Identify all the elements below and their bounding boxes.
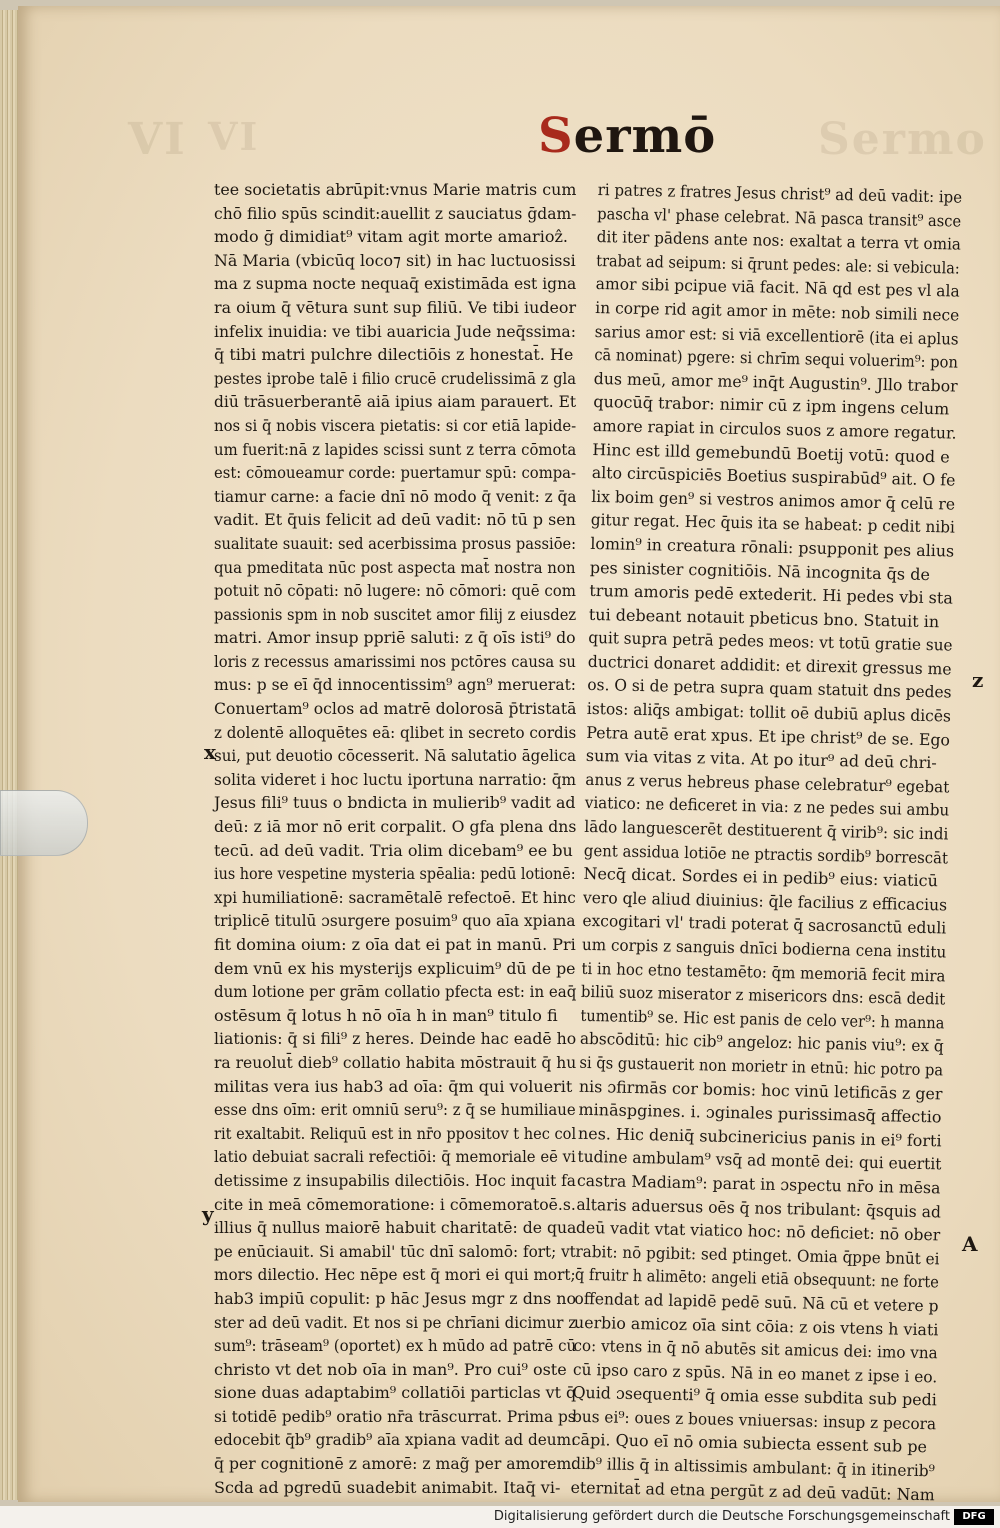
signature-mark-z: z bbox=[972, 668, 984, 692]
text-line: Nā Maria (vbicūq loco⁊ sit) in hac luctuosissi bbox=[214, 250, 576, 270]
text-line: tui debeant notauit pbeticus bno. Statuit in bbox=[588, 604, 940, 631]
text-line: mus: p se eī q̄d innocentissim⁹ agn⁹ meruerat: bbox=[214, 675, 577, 695]
text-line: edocebit q̄b⁹ gradib⁹ aīa xpiana vadit ad deum: bbox=[214, 1430, 577, 1450]
text-line: si totidē pedib⁹ oratio nr̄a trāscurrat. Prima ps bbox=[214, 1406, 576, 1426]
running-head-initial: S bbox=[538, 108, 574, 164]
text-line: dum lotione per grām collatio pfecta est: in eaq̄ bbox=[214, 982, 577, 1002]
text-line: amor sibi pcipue viā facit. Nā qd est pes vl ala bbox=[595, 274, 960, 301]
text-line: solita videret i hoc luctu iportuna narratio: q̄m bbox=[214, 769, 577, 789]
text-line: diū trāsuerberantē aiā ipius aiam parauert. Et bbox=[214, 392, 577, 412]
text-line: sarius amor est: si viā excellentiorē (ita ei aplus bbox=[594, 321, 959, 349]
text-line: tiamur carne: a facie dnī nō modo q̄ venit: z q̄a bbox=[214, 486, 577, 506]
text-line: dit iter pādens ante nos: exaltat a terra vt omia bbox=[596, 227, 962, 254]
text-line: Jesus fili⁹ tuus o bndicta in mulierib⁹ vadit ad bbox=[214, 793, 576, 813]
text-line: Scda ad pgredū suadebit animabit. Itaq̄ vi- bbox=[214, 1477, 561, 1497]
text-line: chō filio spūs scindit:auellit z sauciatus ḡdam- bbox=[214, 203, 577, 223]
text-line: loris z recessus amarissimi nos pctōres causa su bbox=[214, 651, 576, 671]
text-line: co: vtens in q̄ nō abutēs sit amicus dei: imo vna bbox=[573, 1335, 938, 1363]
text-line: abscōditū: hic cib⁹ angeloz: hic panis viu⁹: ex q̄ bbox=[579, 1029, 944, 1056]
text-line: viatico: ne deficeret in via: z ne pedes sui ambu bbox=[584, 793, 950, 820]
text-line: ostēsum q̄ lotus h nō oīa h in man⁹ titulo fi bbox=[214, 1005, 558, 1025]
text-line: pes sinister cognitiōis. Nā incognita q̄s de bbox=[589, 557, 931, 584]
bleed-through-text-2: VI bbox=[208, 114, 260, 159]
text-line: altaris aduersus oēs q̄ nos tribulant: q̄squis ad bbox=[576, 1194, 942, 1221]
text-line: passionis spm in nob suscitet amor filij z eiusdez bbox=[214, 604, 577, 624]
text-line: nes. Hic deniq̄ subcinericius panis in ei⁹ forti bbox=[577, 1123, 942, 1151]
text-line: ra oium q̄ vētura sunt sup filiū. Ve tibi iudeor bbox=[214, 297, 577, 317]
text-line: ma z supma nocte nequaq̄ existimāda est igna bbox=[214, 274, 577, 294]
text-line: trabat ad seipum: si q̄runt pedes: ale: si vebicula: bbox=[596, 250, 960, 278]
text-line: anus z verus hebreus phase celebratur⁹ egebat bbox=[585, 769, 950, 797]
bleed-through-text-3: Sermo bbox=[818, 114, 987, 165]
text-line: biliū suoz miserator z misericors dns: escā dedit bbox=[580, 982, 946, 1009]
text-line: istos: aliq̄s ambigat: tollit oē dubiū aplus dicēs bbox=[586, 698, 952, 726]
signature-mark-y: y bbox=[202, 1202, 214, 1226]
text-line: eternitat̄ ad etna pergūt z ad deū vadūt: Nam bbox=[570, 1477, 935, 1504]
text-line: vero qle aliud diuinius: q̄le facilius z efficacius bbox=[582, 887, 948, 915]
text-line: mināspgines. i. ɔginales purissimasq̄ affectio bbox=[578, 1099, 942, 1127]
text-line: castra Madiam⁹: parat in ɔspectu nr̄o in mēsa bbox=[576, 1170, 941, 1198]
text-line: trum amoris pedē extederit. Hi pedes vbi sta bbox=[589, 581, 954, 608]
text-line: alto circūspiciēs Boetius suspirabūd⁹ ait. O fe bbox=[591, 463, 956, 490]
page-clip bbox=[0, 790, 88, 856]
text-line: dib⁹ illis q̄ in altissimis ambulant: q̄ in itinerib⁹ bbox=[570, 1453, 936, 1481]
text-line: quocūq̄ trabor: nimir cū z ipm ingens celum bbox=[593, 392, 950, 419]
text-line: Quid ɔsequenti⁹ q̄ omia esse subdita sub pedi bbox=[572, 1383, 937, 1410]
text-line: fit domina oium: z oīa dat ei pat in manū. Pri bbox=[214, 935, 576, 954]
dfg-logo: DFG bbox=[954, 1509, 994, 1525]
right-text-column bbox=[570, 178, 962, 1507]
text-line: cā nominat) pgere: si chrīm sequi voluerim⁹: pon bbox=[594, 345, 959, 372]
text-line: Necq̄ dicat. Sordes ei in pedib⁹ eius: viaticū bbox=[583, 864, 939, 891]
text-line: gitur regat. Hec q̄uis ita se habeat: p cedit nibi bbox=[590, 510, 956, 537]
text-line: triplicē titulū ɔsurgere posuim⁹ quo aīa xpiana bbox=[214, 911, 576, 931]
left-text-column bbox=[214, 178, 576, 1499]
signature-mark-a: A bbox=[962, 1232, 978, 1256]
text-line: cū ipso caro z spūs. Nā in eo manet z ipse i eo. bbox=[572, 1359, 938, 1387]
text-line: ductrici donaret addidit: et direxit gressus me bbox=[587, 651, 952, 679]
text-line: pestes iprobe talē i filio crucē crudelissimā z gla bbox=[214, 368, 577, 388]
text-line: xpi humiliationē: sacramētalē refectoē. Et hinc bbox=[214, 887, 576, 907]
running-head bbox=[538, 108, 716, 164]
text-line: latio debuiat sacrali refectiōi: q̄ memoriale eē vi bbox=[214, 1147, 576, 1167]
running-head-rest: ermō bbox=[573, 108, 717, 164]
text-line: si q̄s gustauerit non morietr in etnū: hic potro pa bbox=[579, 1052, 944, 1080]
text-line: dem vnū ex his mysterijs explicuim⁹ dū de pe bbox=[214, 958, 576, 978]
text-line: quit supra petrā pedes meos: vt totū gratie sue bbox=[588, 628, 953, 655]
text-line: lomin⁹ in creatura rōnali: psupponit pes alius bbox=[590, 533, 955, 561]
text-line: potuit nō cōpati: nō lugere: nō cōmori: quē com bbox=[214, 581, 576, 601]
text-line: deū vadit vtat viatico hoc: nō deficiet: nō ober bbox=[575, 1217, 941, 1245]
text-line: mors dilectio. Hec nēpe est q̄ mori ei qui mort; bbox=[214, 1265, 576, 1285]
funding-credit: Digitalisierung gefördert durch die Deutsche Forschungsgemeinschaft bbox=[493, 1509, 950, 1524]
text-line: sum⁹: trāseam⁹ (oportet) ex h mūdo ad patrē cū bbox=[214, 1336, 577, 1356]
text-line: um fuerit:nā z lapides scissi sunt z terra cōmota bbox=[214, 439, 577, 459]
text-line: bus ei⁹: oues z boues vniuersas: insup z pecora bbox=[571, 1406, 937, 1434]
text-line: lādo languescerēt destituerent q̄ virib⁹: sic indi bbox=[584, 816, 949, 844]
text-line: ti in hoc etno testamēto: q̄m memoriā fecit mira bbox=[581, 958, 946, 986]
text-line: qua pmeditata nūc post aspecta mat̄ nostra non bbox=[214, 557, 576, 577]
text-line: nis ɔfirmās cor bomis: hoc vinū letificās z ger bbox=[578, 1076, 943, 1103]
text-line: ster ad deū vadit. Et nos si pe chrīani dicimur z bbox=[214, 1312, 577, 1332]
text-line: cāpi. Quo eī nō omia subiecta essent sub pe bbox=[571, 1430, 928, 1457]
text-line: esse dns oīm: erit omniū seru⁹: z q̄ se humiliaue bbox=[214, 1100, 576, 1120]
text-line: rit exaltabit. Reliquū est in nr̄o ppositov t hec col bbox=[214, 1123, 577, 1143]
text-line: Conuertam⁹ oclos ad matrē dolorosā p̄tristatā bbox=[214, 699, 577, 719]
text-line: sualitate suauit: sed acerbissima prosus passiōe: bbox=[214, 533, 577, 553]
text-line: pe enūciauit. Si amabil' tūc dnī salomō: fort; vt bbox=[214, 1241, 576, 1261]
text-line: q̄ per cognitionē z amorē: z mag̃ per amorem. bbox=[214, 1454, 577, 1474]
text-line: q̄ fruitr h alimēto: angeli etiā obsequunt: ne forte bbox=[574, 1265, 940, 1292]
text-line: tee societatis abrūpit:vnus Marie matris cum bbox=[214, 180, 577, 199]
text-line: excogitari vl' tradi poterat q̄ sacrosanctū eduli bbox=[582, 911, 947, 938]
bleed-through-text: VI bbox=[128, 114, 187, 165]
text-line: tumentib⁹ se. Hic est panis de celo ver⁹: h manna bbox=[580, 1005, 945, 1033]
text-line: uerbio amicoz oīa sint cōia: z ois vtens h viati bbox=[573, 1312, 939, 1339]
text-line: gent assidua lotiōe ne ptractis sordib⁹ borrescāt bbox=[583, 840, 949, 868]
text-line: Hinc est illd gemebundū Boetij votū: quod e bbox=[592, 439, 950, 466]
text-line: um corpis z sanguis dnīci bodierna cena institu bbox=[581, 934, 947, 962]
text-line: matri. Amor insup ppriē saluti: z q̄ oīs isti⁹ do bbox=[214, 628, 576, 648]
text-line: est: cōmoueamur corde: puertamur spū: compa- bbox=[214, 463, 576, 483]
text-line: nos si q̄ nobis viscera pietatis: si cor etiā lapide- bbox=[214, 415, 577, 435]
text-line: ius hore vespetine mysteria spēalia: pedū lotionē: bbox=[214, 864, 576, 884]
text-line: sum via vitas z vita. At po itur⁹ ad deū chri- bbox=[585, 746, 937, 773]
footer-bar bbox=[0, 1506, 1000, 1528]
signature-mark-x: x bbox=[204, 740, 216, 764]
text-line: ra reuolut̄ dieb⁹ collatio habita mōstrauit q̄ hu bbox=[214, 1052, 577, 1072]
text-line: tudine ambulam⁹ vsq̄ ad montē dei: qui euertit bbox=[577, 1147, 942, 1174]
text-line: liationis: q̄ si fili⁹ z heres. Deinde hac eadē ho bbox=[214, 1029, 577, 1049]
text-line: amore rapiat in circulos suos z amore regatur. bbox=[592, 415, 957, 443]
text-line: infelix inuidia: ve tibi auaricia Jude neq̄ssima: bbox=[214, 321, 576, 341]
text-line: modo ḡ dimidiat⁹ vitam agit morte amarioẑ. bbox=[214, 227, 568, 247]
text-line: militas vera ius hab3 ad oīa: q̄m qui voluerit bbox=[214, 1076, 573, 1096]
text-line: pascha vl' phase celebrat. Nā pasca transit⁹ asce bbox=[597, 203, 962, 231]
text-line: lix boim gen⁹ si vestros animos amor q̄ celū re bbox=[591, 486, 956, 514]
text-line: ri patres z fratres Jesus christ⁹ ad deū vadit: ipe bbox=[597, 179, 963, 207]
text-line: tecū. ad deū vadit. Tria olim dicebam⁹ ee bu bbox=[214, 840, 573, 860]
text-line: os. O si de petra supra quam statuit dns pedes bbox=[587, 675, 952, 702]
text-line: christo vt det nob oīa in man⁹. Pro cui⁹ oste bbox=[214, 1359, 567, 1379]
text-line: rabit: nō pgibit: sed ptinget. Omia q̄ppe bnūt ei bbox=[575, 1241, 940, 1269]
text-line: deū: z iā mor nō erit corpalit. O gfa plena dns bbox=[214, 817, 577, 837]
text-line: offendat ad lapidē pedē suū. Nā cū et vetere p bbox=[574, 1288, 939, 1316]
text-line: illius q̄ nullus maiorē habuit charitatē: de qua bbox=[214, 1218, 577, 1238]
text-line: in corpe rid agit amor in mēte: nob simili nece bbox=[595, 297, 960, 325]
text-line: sui, put deuotio cōcesserit. Nā salutatio āgelica bbox=[214, 746, 577, 766]
text-line: vadit. Et q̄uis felicit ad deū vadit: nō tū p sen bbox=[214, 510, 576, 530]
text-line: detissime z insupabilis dilectiōis. Hoc inquit fa bbox=[214, 1170, 576, 1190]
text-line: sione duas adaptabim⁹ collatiōi particlas vt q̄ bbox=[214, 1383, 577, 1403]
text-line: hab3 impiū copulit: p hāc Jesus mgr z dns no bbox=[214, 1288, 577, 1308]
text-line: z dolentē alloquētes eā: qlibet in secreto cordis bbox=[214, 722, 577, 742]
text-line: dus meū, amor me⁹ inq̄t Augustin⁹. Jllo trabor bbox=[593, 368, 958, 396]
text-line: cite in meā cōmemoratione: i cōmemoratoē.s. bbox=[214, 1194, 576, 1214]
text-line: q̄ tibi matri pulchre dilectiōis z honestat̄. He bbox=[214, 345, 574, 365]
text-line: Petra autē erat xpus. Et ipe christ⁹ de se. Ego bbox=[586, 722, 951, 750]
